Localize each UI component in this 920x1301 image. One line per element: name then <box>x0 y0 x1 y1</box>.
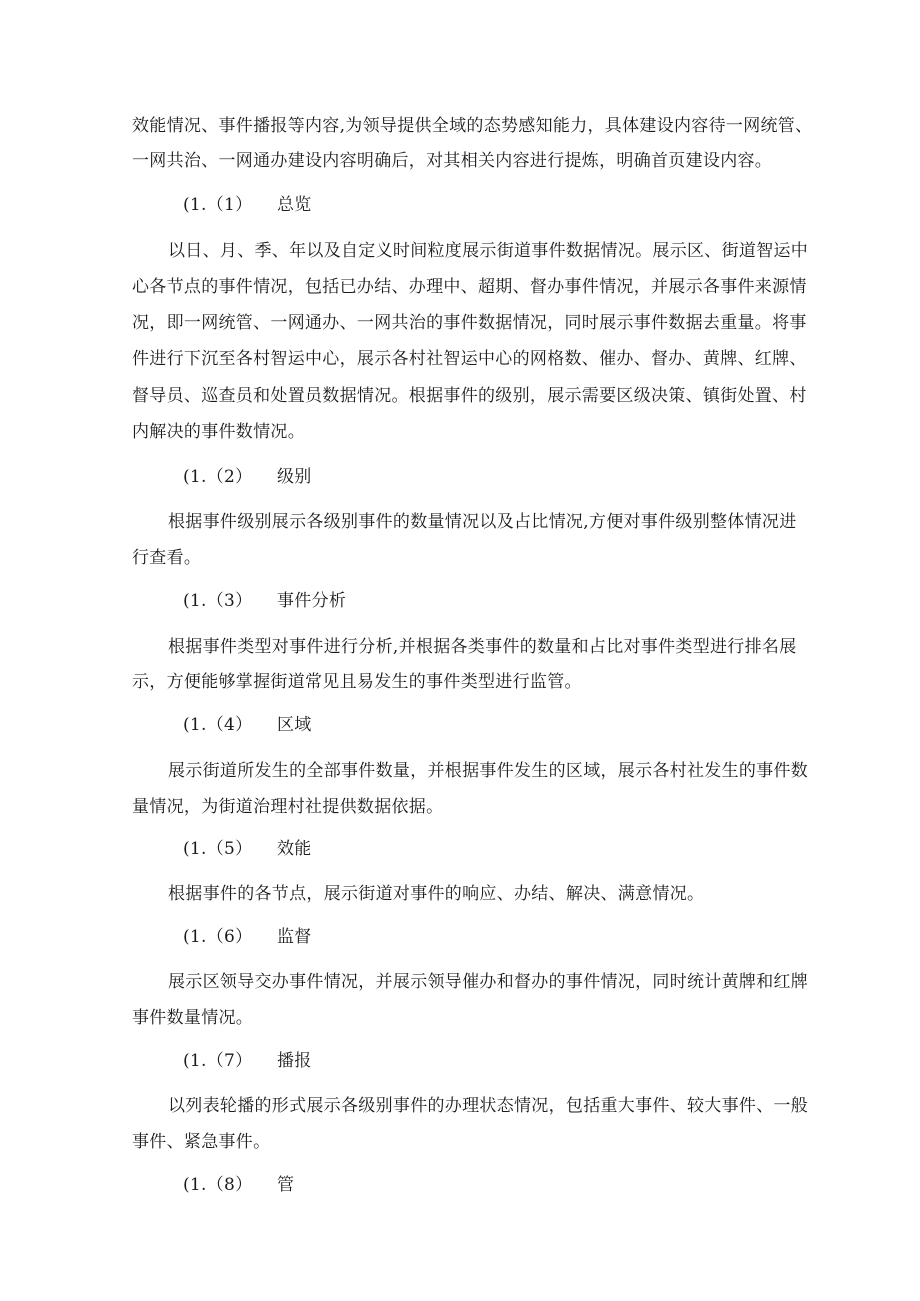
section-heading <box>183 194 312 216</box>
section-heading <box>183 590 346 612</box>
intro-line-1: 效能情况、事件播报等内容,为领导提供全域的态势感知能力，具体建设内容待一网统管、 <box>132 116 813 136</box>
paragraph-line: 行查看。 <box>132 548 202 568</box>
section-number: (1.（5） <box>183 839 253 859</box>
section-title: 效能 <box>277 839 312 859</box>
paragraph-line: 根据事件的各节点，展示街道对事件的响应、办结、解决、满意情况。 <box>168 884 705 904</box>
section-heading <box>183 926 312 948</box>
section-heading <box>183 714 312 736</box>
section-number: (1.（8） <box>183 1175 253 1195</box>
section-title: 监督 <box>277 927 312 947</box>
section-title: 级别 <box>277 467 312 487</box>
paragraph-line: 根据事件类型对事件进行分析,并根据各类事件的数量和占比对事件类型进行排名展 <box>168 637 797 657</box>
section-heading <box>183 1050 312 1072</box>
section-heading <box>183 1174 294 1196</box>
section-heading <box>183 838 312 860</box>
paragraph-line: 内解决的事件数情况。 <box>132 422 305 442</box>
section-title: 管 <box>277 1175 295 1195</box>
paragraph-line: 以日、月、季、年以及自定义时间粒度展示街道事件数据情况。展示区、街道智运中 <box>168 241 809 261</box>
section-number: (1.（4） <box>183 715 253 735</box>
paragraph-line: 展示街道所发生的全部事件数量，并根据事件发生的区域，展示各村社发生的事件数 <box>168 761 809 781</box>
section-number: (1.（6） <box>183 927 253 947</box>
section-title: 总览 <box>277 195 312 215</box>
section-title: 事件分析 <box>277 591 347 611</box>
section-title: 区域 <box>277 715 312 735</box>
section-number: (1.（7） <box>183 1051 253 1071</box>
paragraph-line: 示，方便能够掌握街道常见且易发生的事件类型进行监管。 <box>132 672 582 692</box>
section-number: (1.（3） <box>183 591 253 611</box>
paragraph-line: 根据事件级别展示各级别事件的数量情况以及占比情况,方便对事件级别整体情况进 <box>168 512 797 532</box>
section-heading <box>183 466 312 488</box>
paragraph-line: 展示区领导交办事件情况，并展示领导催办和督办的事件情况，同时统计黄牌和红牌 <box>168 972 809 992</box>
paragraph-line: 以列表轮播的形式展示各级别事件的办理状态情况，包括重大事件、较大事件、一般 <box>168 1096 809 1116</box>
intro-line-2: 一网共治、一网通办建设内容明确后，对其相关内容进行提炼，明确首页建设内容。 <box>132 151 773 171</box>
paragraph-line: 件进行下沉至各村智运中心，展示各村社智运中心的网格数、催办、督办、黄牌、红牌、 <box>132 349 807 369</box>
paragraph-line: 况，即一网统管、一网通办、一网共治的事件数据情况，同时展示事件数据去重量。将事 <box>132 313 807 333</box>
paragraph-line: 事件、紧急事件。 <box>132 1132 271 1152</box>
paragraph-line: 量情况，为街道治理村社提供数据依据。 <box>132 797 444 817</box>
section-title: 播报 <box>277 1051 312 1071</box>
section-number: (1.（1） <box>183 195 253 215</box>
paragraph-line: 事件数量情况。 <box>132 1008 254 1028</box>
paragraph-line: 督导员、巡查员和处置员数据情况。根据事件的级别，展示需要区级决策、镇街处置、村 <box>132 386 807 406</box>
section-number: (1.（2） <box>183 467 253 487</box>
paragraph-line: 心各节点的事件情况，包括已办结、办理中、超期、督办事件情况，并展示各事件来源情 <box>132 277 807 297</box>
